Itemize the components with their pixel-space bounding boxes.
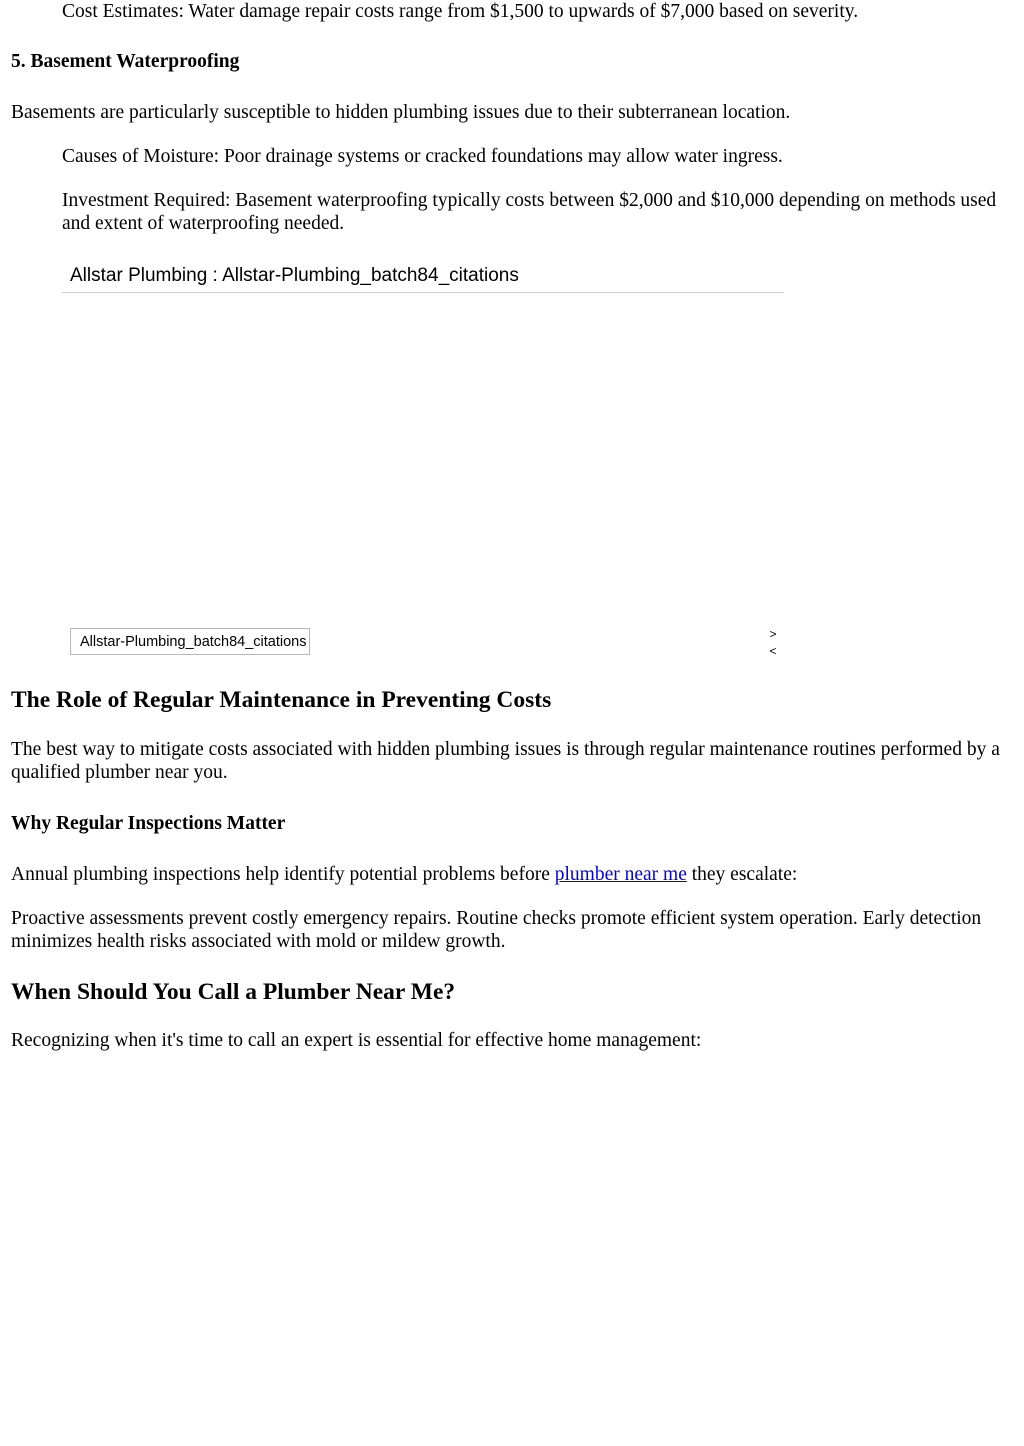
section-heading-basement-waterproofing: 5. Basement Waterproofing [11, 51, 240, 72]
proactive-assessments-text: Proactive assessments prevent costly emergency repairs. Routine checks promote efficient system operation. Early detection minimizes health risks associated with mold or mildew growth. [11, 908, 982, 952]
inspections-subheading: Why Regular Inspections Matter [11, 813, 286, 834]
embed-title[interactable]: Allstar Plumbing : Allstar-Plumbing_batch84_citations [70, 265, 519, 286]
embed-document-tab[interactable]: Allstar-Plumbing_batch84_citations [70, 628, 310, 655]
cost-estimates-text: Cost Estimates: Water damage repair costs range from $1,500 to upwards of $7,000 based on severity. [62, 1, 859, 22]
annual-inspections-before: Annual plumbing inspections help identify potential problems before [11, 864, 555, 885]
when-to-call-text: Recognizing when it's time to call an expert is essential for effective home management: [11, 1030, 702, 1051]
causes-of-moisture-text: Causes of Moisture: Poor drainage systems or cracked foundations may allow water ingress. [62, 146, 783, 167]
prev-arrow-icon[interactable]: < [769, 644, 777, 658]
embed-viewer-area[interactable] [62, 294, 784, 624]
maintenance-intro-text: The best way to mitigate costs associated with hidden plumbing issues is through regular maintenance routines performed by a qualified plumber near you. [11, 739, 1000, 783]
basement-intro-text: Basements are particularly susceptible to hidden plumbing issues due to their subterranean location. [11, 102, 791, 123]
embed-divider [62, 292, 784, 293]
investment-required-text: Investment Required: Basement waterproofing typically costs between $2,000 and $10,000 depending on methods used and extent of waterproofing needed. [62, 190, 997, 234]
when-to-call-heading: When Should You Call a Plumber Near Me? [11, 979, 456, 1005]
next-arrow-icon[interactable]: > [769, 627, 777, 641]
plumber-near-me-link[interactable]: plumber near me [554, 864, 687, 885]
maintenance-heading: The Role of Regular Maintenance in Preventing Costs [11, 687, 552, 713]
annual-inspections-text [11, 863, 797, 886]
annual-inspections-after: they escalate: [686, 864, 798, 885]
